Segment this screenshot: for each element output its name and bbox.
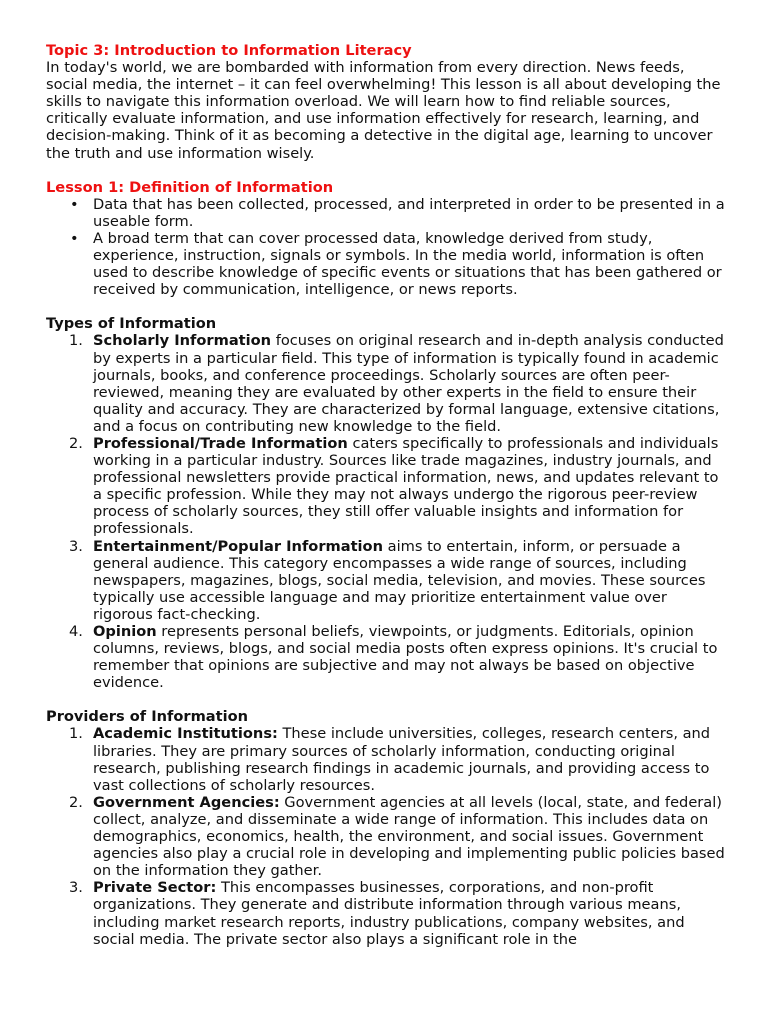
item-term: Government Agencies: xyxy=(93,793,280,811)
item-text: This encompasses businesses, corporations, and non-profit organizations. They generate and distribute information through various means, including market research reports, industry publications, company websites, and social media. The private sector also plays a significant role in the xyxy=(93,879,685,948)
item-text: Government agencies at all levels (local, state, and federal) collect, analyze, and disseminate a wide range of information. This includes data on demographics, economics, health, the environment, and social issues. Government agencies also play a crucial role in developing and implementing public policies based on the information they gather. xyxy=(93,793,725,880)
item-text: aims to entertain, inform, or persuade a general audience. This category encompasses a wide range of sources, including newspapers, magazines, blogs, social media, television, and movies. These sources typically use accessible language and may prioritize entertainment value over rigorous fact-checking. xyxy=(93,537,706,623)
list-item xyxy=(46,879,726,947)
bullet-icon: • xyxy=(70,229,79,247)
topic-title: Topic 3: Introduction to Information Literacy xyxy=(46,42,412,59)
list-item xyxy=(46,538,726,623)
lesson-title: Lesson 1: Definition of Information xyxy=(46,178,334,196)
types-heading: Types of Information xyxy=(46,315,217,333)
topic-intro: In today's world, we are bombarded with information from every direction. News feeds, social media, the internet – it can feel overwhelming! This lesson is all about developing the skills to navigate this information overload. We will learn how to find reliable sources, critically evaluate information, and use information effectively for research, learning, and decision-making. Think of it as becoming a detective in the digital age, learning to uncover the truth and use information wisely. xyxy=(46,59,721,162)
item-term: Academic Institutions: xyxy=(93,725,278,743)
item-text: caters specifically to professionals and individuals working in a particular industry. Sources like trade magazines, industry journals, and professional newsletters provide practical information, news, and updates relevant to a specific profession. While they may not always undergo the rigorous peer-review process of scholarly sources, they still offer valuable insights and information for professionals. xyxy=(93,434,719,538)
item-number: 2. xyxy=(69,793,83,811)
spacer xyxy=(46,298,726,315)
item-number: 2. xyxy=(69,434,83,452)
item-term: Entertainment/Popular Information xyxy=(93,537,383,555)
list-item xyxy=(46,196,726,230)
list-item xyxy=(46,725,726,793)
spacer xyxy=(46,162,726,179)
document-page xyxy=(46,42,726,948)
spacer xyxy=(46,691,726,708)
item-number: 4. xyxy=(69,623,83,640)
providers-heading: Providers of Information xyxy=(46,708,249,726)
item-number: 3. xyxy=(69,879,83,897)
item-number: 3. xyxy=(69,537,83,555)
item-text: represents personal beliefs, viewpoints, or judgments. Editorials, opinion columns, reviews, blogs, and social media posts often express opinions. It's crucial to remember that opinions are subjective and may not always be based on objective evidence. xyxy=(93,623,718,692)
item-number: 1. xyxy=(69,332,83,350)
definition-list xyxy=(46,196,726,299)
item-term: Professional/Trade Information xyxy=(93,434,348,452)
providers-list xyxy=(46,725,726,947)
list-item xyxy=(46,332,726,435)
list-item xyxy=(46,794,726,879)
bullet-icon: • xyxy=(70,195,79,213)
item-text: focuses on original research and in-depth analysis conducted by experts in a particular field. This type of information is typically found in academic journals, books, and conference proceedings. Scholarly sources are often peer-reviewed, meaning they are evaluated by other experts in the field to ensure their quality and accuracy. They are characterized by formal language, extensive citations, and a focus on contributing new knowledge to the field. xyxy=(93,332,724,435)
item-number: 1. xyxy=(69,725,83,743)
item-term: Opinion xyxy=(93,623,157,640)
list-item xyxy=(46,435,726,538)
types-list xyxy=(46,332,726,691)
list-item xyxy=(46,623,726,691)
item-term: Scholarly Information xyxy=(93,332,272,350)
bullet-text: Data that has been collected, processed, and interpreted in order to be presented in a useable form. xyxy=(93,195,725,230)
bullet-text: A broad term that can cover processed data, knowledge derived from study, experience, instruction, signals or symbols. In the media world, information is often used to describe knowledge of specific events or situations that has been gathered or received by communication, intelligence, or news reports. xyxy=(93,229,722,299)
item-text: These include universities, colleges, research centers, and libraries. They are primary sources of scholarly information, conducting original research, publishing research findings in academic journals, and providing access to vast collections of scholarly resources. xyxy=(93,725,711,794)
item-term: Private Sector: xyxy=(93,879,217,897)
list-item xyxy=(46,230,726,298)
